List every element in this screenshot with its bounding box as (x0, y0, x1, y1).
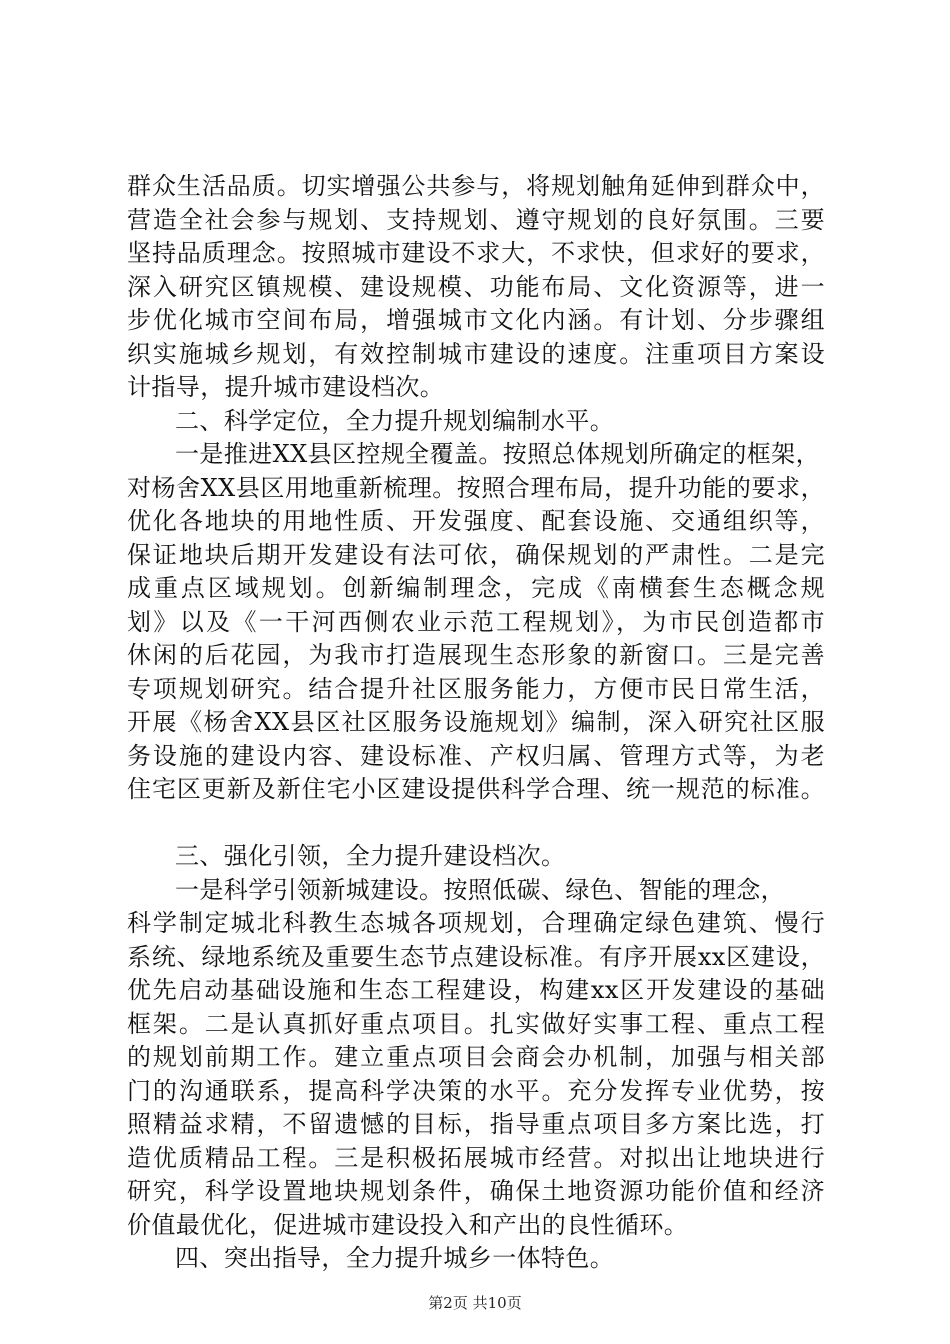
section-heading: 二、科学定位，全力提升规划编制水平。 (175, 406, 615, 435)
text-line: 优先启动基础设施和生态工程建设，构建xx区开发建设的基础 (127, 976, 825, 1004)
text-line: 织实施城乡规划，有效控制城市建设的速度。注重项目方案设 (127, 339, 825, 368)
text-line: 优化各地块的用地性质、开发强度、配套设施、交通组织等， (127, 507, 825, 535)
page-footer: 第2页 共10页 (428, 1294, 522, 1312)
text-line: 一是推进XX县区控规全覆盖。按照总体规划所确定的框架， (175, 440, 820, 468)
text-line: 的规划前期工作。建立重点项目会商会办机制，加强与相关部 (127, 1043, 825, 1071)
section-heading: 四、突出指导，全力提升城乡一体特色。 (175, 1244, 615, 1272)
text-line: 造优质精品工程。三是积极拓展城市经营。对拟出让地块进行 (127, 1143, 825, 1172)
text-line: 开展《杨舍XX县区社区服务设施规划》编制，深入研究社区服 (127, 708, 825, 736)
section-heading: 三、强化引领，全力提升建设档次。 (175, 842, 566, 870)
text-line: 群众生活品质。切实增强公共参与，将规划触角延伸到群众中， (127, 172, 825, 200)
text-line: 坚持品质理念。按照城市建设不求大，不求快，但求好的要求， (127, 239, 825, 267)
text-line: 科学制定城北科教生态城各项规划，合理确定绿色建筑、慢行 (127, 909, 825, 937)
text-line: 步优化城市空间布局，增强城市文化内涵。有计划、分步骤组 (127, 306, 825, 334)
text-line: 营造全社会参与规划、支持规划、遵守规划的良好氛围。三要 (127, 205, 825, 234)
text-line: 价值最优化，促进城市建设投入和产出的良性循环。 (127, 1210, 689, 1239)
text-line: 深入研究区镇规模、建设规模、功能布局、文化资源等，进一 (127, 272, 825, 301)
document-body (127, 170, 825, 1276)
text-line: 研究，科学设置地块规划条件，确保土地资源功能价值和经济 (127, 1177, 825, 1205)
text-line: 专项规划研究。结合提升社区服务能力，方便市民日常生活， (127, 674, 825, 703)
text-line: 一是科学引领新城建设。按照低碳、绿色、智能的理念， (175, 875, 785, 904)
text-line: 门的沟通联系，提高科学决策的水平。充分发挥专业优势，按 (127, 1076, 825, 1105)
text-line: 成重点区域规划。创新编制理念，完成《南横套生态概念规 (127, 574, 825, 602)
text-line: 休闲的后花园，为我市打造展现生态形象的新窗口。三是完善 (127, 641, 825, 669)
text-line: 划》以及《一干河西侧农业示范工程规划》，为市民创造都市 (127, 607, 825, 636)
text-line: 框架。二是认真抓好重点项目。扎实做好实事工程、重点工程 (127, 1009, 825, 1038)
text-line: 务设施的建设内容、建设标准、产权归属、管理方式等，为老 (127, 741, 825, 770)
text-line: 保证地块后期开发建设有法可依，确保规划的严肃性。二是完 (127, 540, 825, 569)
paragraph-gap (127, 807, 825, 841)
text-line: 计指导，提升城市建设档次。 (127, 373, 445, 401)
text-line: 住宅区更新及新住宅小区建设提供科学合理、统一规范的标准。 (127, 775, 825, 803)
text-line: 系统、绿地系统及重要生态节点建设标准。有序开展xx区建设， (127, 942, 825, 971)
text-line: 对杨舍XX县区用地重新梳理。按照合理布局，提升功能的要求， (127, 473, 825, 502)
text-line: 照精益求精，不留遗憾的目标，指导重点项目多方案比选，打 (127, 1110, 825, 1138)
